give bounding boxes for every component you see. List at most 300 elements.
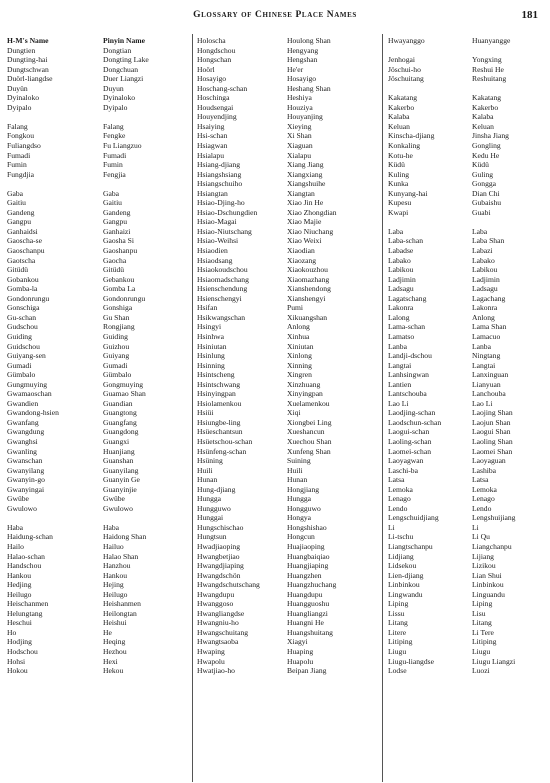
glossary-entry [7,256,189,266]
pinyin-name: Lao Li [472,398,493,408]
hm-name: Hwangbetjiao [197,551,240,561]
hm-name: Lanba [388,341,407,351]
glossary-entry [388,303,548,313]
glossary-entry [197,246,378,256]
pinyin-name: Guangfang [103,417,137,427]
pinyin-name: Hanzhou [103,561,131,571]
hm-name: Handschou [7,561,42,571]
glossary-entry [388,170,548,180]
pinyin-name: Linguandu [472,589,505,599]
glossary-column-3 [388,36,548,780]
hm-name: Litang [388,618,408,628]
pinyin-name: Dyinaloko [103,93,136,103]
pinyin-name: Gaocha [103,255,127,265]
pinyin-name: Gaba [103,188,120,198]
hm-name: Jenhogai [388,55,415,65]
hm-name: Houyendjing [197,112,237,122]
glossary-entry [7,198,189,208]
glossary-entry [388,131,548,141]
pinyin-name: Huangzhen [287,570,322,580]
hm-name: Lama-schan [388,322,426,332]
hm-name: Kotu-he [388,150,413,160]
hm-name: Gu-schan [7,312,37,322]
glossary-entry [388,284,548,294]
glossary-entry [388,494,548,504]
glossary-entry [388,542,548,552]
glossary-entry [197,131,378,141]
pinyin-name: Xieying [287,121,312,131]
glossary-entry [7,342,189,352]
hm-name: Hsiolamenkou [197,398,242,408]
pinyin-name: Hailuo [103,541,124,551]
glossary-entry [388,427,548,437]
hm-name: Liugu [388,647,407,656]
hm-name: Gudschou [7,322,38,332]
pinyin-name: Huangguoshu [287,599,330,609]
hm-name: Hwangdschutschang [197,580,260,590]
hm-name: Gwangdung [7,427,45,437]
pinyin-name: Xiangxiang [287,169,323,179]
pinyin-name: Latsa [472,475,489,485]
pinyin-name: Xunfeng Shan [287,446,331,456]
pinyin-name: Yongxing [472,55,502,65]
pinyin-name: Huangdupu [287,589,323,599]
glossary-entry [7,580,189,590]
hm-name: Hwatjiao-ho [197,666,235,676]
hm-name: Fungdjia [7,169,35,179]
glossary-entry [388,122,548,132]
hm-name: Laodjing-schan [388,408,436,418]
hm-name: Laba [388,226,404,236]
glossary-entry [7,151,189,161]
hm-name: Holoscha [197,36,226,45]
glossary-entry [7,475,189,485]
hm-name: Hsiungbe-ling [197,417,241,427]
glossary-entry [197,265,378,275]
hm-name: Gaoschanpu [7,246,45,256]
glossary-entry [388,609,548,619]
glossary-entry [197,122,378,132]
pinyin-name: Hosayigo [287,74,317,84]
hm-name: Helungtang [7,608,43,618]
glossary-entry [197,303,378,313]
hm-name: Hongschan [197,55,232,65]
glossary-entry [197,571,378,581]
hm-name: Latsa [388,475,405,485]
pinyin-name: Anlong [287,322,310,332]
glossary-entry [388,571,548,581]
hm-name: Hsienschengyi [197,293,242,303]
pinyin-name: Guizhou [103,341,130,351]
hm-name: Gwübe [7,494,29,504]
glossary-entry [7,532,189,542]
hm-name: Laodschun-schan [388,417,442,427]
glossary-entry [388,103,548,113]
pinyin-name: Laojing Shan [472,408,513,418]
pinyin-name: Gonshiga [103,303,133,313]
pinyin-name: Xinhua [287,331,310,341]
pinyin-name: Heqing [103,637,126,647]
pinyin-name: Dongting Lake [103,55,149,65]
glossary-entry [7,618,189,628]
pinyin-name: Gomba La [103,284,136,294]
hm-name: Laomei-schan [388,446,432,456]
pinyin-name: Xiagyi [287,637,308,647]
glossary-entry [7,160,189,170]
hm-name: Hsiao-Dschungdien [197,207,258,217]
glossary-entry [197,399,378,409]
hm-name: Laoyagwan [388,456,424,466]
glossary-entry [7,609,189,619]
hm-name: Fuliangdso [7,141,41,151]
hm-name: Hoschang-schan [197,83,248,93]
pinyin-name: Duer Liangzi [103,74,144,84]
hm-name: Lingwandu [388,589,423,599]
glossary-entry [388,657,548,667]
glossary-entry [197,609,378,619]
glossary-entry [388,265,548,275]
pinyin-name: Gu Shan [103,312,130,322]
pinyin-name: Labazi [472,246,493,256]
glossary-entry [197,485,378,495]
glossary-entry [388,112,548,122]
pinyin-name: Huangbaiqiao [287,551,330,561]
glossary-entry [7,628,189,638]
hm-name: Kinscha-djiang [388,131,435,141]
pinyin-name: Lendo [472,503,492,513]
column-divider [382,34,383,782]
hm-name: Gwanfang [7,417,39,427]
hm-name: Hwangschuitang [197,627,249,637]
pinyin-name: Lengshuijiang [472,513,516,523]
hm-name: Hwangdjiaping [197,561,244,571]
pinyin-name: Küdü [472,160,489,170]
hm-name: Hsinning [197,360,225,370]
pinyin-name: Xiao Zhongdian [287,207,337,217]
glossary-entry [388,36,548,46]
hm-name: Lemoka [388,484,413,494]
pinyin-name: Suining [287,456,311,466]
glossary-entry [7,485,189,495]
glossary-entry [7,103,189,113]
hm-name: Kakerbo [388,102,415,112]
hm-name: Hsiaokoudschou [197,265,248,275]
glossary-entry [388,580,548,590]
hm-name-header: H-M's Name [7,36,49,45]
glossary-entry [388,322,548,332]
glossary-entry [388,256,548,266]
glossary-entry [197,74,378,84]
glossary-entry [7,227,189,237]
hm-name: Hsiao-Weihsi [197,236,239,246]
glossary-entry [7,437,189,447]
hm-name: Hokou [7,666,28,676]
glossary-entry [7,46,189,56]
glossary-entry [7,399,189,409]
hm-name: Hsiao-Magai [197,217,237,227]
glossary-entry [197,65,378,75]
pinyin-name: Xiqi [287,408,301,418]
pinyin-name: Guamao Shan [103,389,146,399]
glossary-entry [197,313,378,323]
glossary-entry [388,332,548,342]
pinyin-name: Lama Shan [472,322,507,332]
hm-name: Heischanmen [7,599,49,609]
pinyin-name: Hengyang [287,45,319,55]
glossary-entry [197,342,378,352]
glossary-entry [197,447,378,457]
pinyin-name: Houyanjing [287,112,323,122]
pinyin-name: Xingren [287,370,312,380]
glossary-entry [7,84,189,94]
hm-name: Liugu-liangdse [388,656,434,666]
group-gap [7,112,189,122]
pinyin-name: Xinlong [287,351,312,361]
glossary-entry [197,322,378,332]
glossary-entry [7,265,189,275]
glossary-entry [388,361,548,371]
hm-name: Lidsekou [388,561,417,571]
glossary-entry [197,437,378,447]
hm-name: Halao-schan [7,551,45,561]
glossary-entry [197,418,378,428]
hm-name: Gitüdü [7,265,29,275]
pinyin-name: Fengke [103,131,126,141]
hm-name: Gwanling [7,446,37,456]
hm-name: Ladjimin [388,274,416,284]
glossary-entry [197,552,378,562]
glossary-entry [388,513,548,523]
hm-name: Küdü [388,160,405,170]
pinyin-name: Reshuitang [472,74,507,84]
glossary-entry [7,456,189,466]
pinyin-name: Xinzhuang [287,379,321,389]
hm-name: Hsiaodien [197,246,228,256]
pinyin-name: Huaping [287,647,314,656]
glossary-entry [388,523,548,533]
glossary-entry [388,351,548,361]
hm-name: Hwaping [197,647,225,656]
glossary-entry [197,160,378,170]
glossary-entry [388,599,548,609]
glossary-entry [197,294,378,304]
hm-name: Lakonra [388,303,414,313]
pinyin-name: Xiao Niuchang [287,226,334,236]
hm-name: Hoörl [197,64,215,74]
hm-name: Kuling [388,169,410,179]
hm-name: Lantien [388,379,412,389]
glossary-entry [7,466,189,476]
pinyin-name: Hengshan [287,55,318,65]
hm-name: Gaba [7,188,24,198]
hm-name: Litiping [388,637,413,647]
glossary-entry [7,494,189,504]
pinyin-name: Hejing [103,580,124,590]
glossary-entry [197,46,378,56]
glossary-entry [7,93,189,103]
glossary-entry [197,475,378,485]
hm-name: Hsi-schan [197,131,228,141]
pinyin-name: Xialapu [287,150,312,160]
glossary-entry [7,590,189,600]
hm-name: Fumadi [7,150,31,160]
pinyin-name: Pumi [287,303,304,313]
hm-name: Hsiaomadschang [197,274,249,284]
pinyin-name: Xiao Jin He [287,198,324,208]
hm-name: Hsinyingpan [197,389,236,399]
glossary-entry [7,447,189,457]
hm-name: Lissu [388,608,405,618]
hm-name: Jöschuitang [388,74,424,84]
glossary-entry [7,246,189,256]
pinyin-name: Heishanmen [103,599,141,609]
pinyin-name: Rongjiang [103,322,135,332]
hm-name: Landji-dschou [388,351,432,361]
glossary-entry [7,74,189,84]
glossary-entry [197,618,378,628]
pinyin-name: Dyipalo [103,102,128,112]
glossary-entry [7,657,189,667]
hm-name: Gümbalo [7,370,36,380]
hm-name: Hsaiying [197,121,225,131]
glossary-entry [7,427,189,437]
pinyin-name: Huili [287,465,303,475]
pinyin-name: Laoyaguan [472,456,506,466]
hm-name: Gondonrungu [7,293,50,303]
hm-name: Gwulowo [7,503,37,513]
pinyin-name: He'er [287,64,304,74]
glossary-entry [7,666,189,676]
hm-name: Laoling-schan [388,436,432,446]
glossary-entry [388,618,548,628]
hm-name: Gwamaoschan [7,389,52,399]
glossary-entry [197,523,378,533]
pinyin-name: Xikuangshan [287,312,328,322]
glossary-entry [388,628,548,638]
hm-name: Linbinkou [388,580,420,590]
glossary-entry [197,513,378,523]
pinyin-name: Guangxi [103,436,130,446]
glossary-entry [388,504,548,514]
glossary-entry [7,303,189,313]
hm-name: Hsifan [197,303,218,313]
column-header-row [7,36,189,46]
hm-name: Lidjiang [388,551,414,561]
hm-name: Kupesu [388,198,412,208]
pinyin-name: Linbinkou [472,580,504,590]
glossary-entry [388,552,548,562]
glossary-entry [7,408,189,418]
pinyin-name: Ningtang [472,351,501,361]
pinyin-name: Lianyuan [472,379,501,389]
hm-name: Laba-schan [388,236,423,246]
pinyin-name: Beipan Jiang [287,666,327,676]
hm-name: Gwanyin-go [7,475,45,485]
hm-name: Hosayigo [197,74,227,84]
glossary-entry [197,284,378,294]
pinyin-name: Halao Shan [103,551,139,561]
page-header [0,10,550,24]
pinyin-name: Guling [472,169,494,179]
pinyin-name: Xiongbei Ling [287,417,332,427]
hm-name: Dungtien [7,45,36,55]
glossary-entry [388,141,548,151]
glossary-entry [197,170,378,180]
hm-name: Kunyang-hai [388,188,428,198]
hm-name: Dyinaloko [7,93,40,103]
pinyin-name: Laogui Shan [472,427,511,437]
pinyin-name: Hongya [287,513,312,523]
glossary-entry [197,208,378,218]
pinyin-name: Duyun [103,83,124,93]
pinyin-name: Guanyin Ge [103,475,140,485]
hm-name: Hsiniutan [197,341,227,351]
pinyin-name: Liugu Liangzi [472,656,516,666]
glossary-entry [7,389,189,399]
pinyin-name: Kakerbo [472,102,499,112]
hm-name: Hsiao-Djing-ho [197,198,245,208]
glossary-entry [197,504,378,514]
hm-name: Lendo [388,503,408,513]
glossary-entry [388,380,548,390]
pinyin-name: Xiangtan [287,188,315,198]
pinyin-name: Lisu [472,608,486,618]
pinyin-name: Anlong [472,312,495,322]
glossary-entry [7,542,189,552]
pinyin-name: Kedu He [472,150,500,160]
glossary-entry [7,122,189,132]
pinyin-name: Fu Liangzuo [103,141,142,151]
hm-name: Gaoscha-se [7,236,42,246]
hm-name: Gwandong-hsien [7,408,59,418]
hm-name: Gandeng [7,207,35,217]
hm-name: Liping [388,599,409,609]
hm-name: Hsialapu [197,150,224,160]
glossary-entry [7,361,189,371]
pinyin-name: Dongchuan [103,64,139,74]
hm-name: Hsünfeng-schan [197,446,247,456]
glossary-entry [7,380,189,390]
glossary-entry [197,36,378,46]
glossary-entry [388,408,548,418]
pinyin-name: Gebankou [103,274,135,284]
glossary-entry [388,637,548,647]
pinyin-name: Huapolu [287,656,314,666]
pinyin-name: Hongshishao [287,522,327,532]
pinyin-name: Heshiya [287,93,312,103]
hm-name: Duyün [7,83,28,93]
hm-name: Hunggai [197,513,224,523]
pinyin-name: Gongga [472,179,497,189]
hm-name: Hwangniu-ho [197,618,239,628]
hm-name: Litere [388,627,407,637]
hm-name: Hsiao-Niutschang [197,226,252,236]
glossary-entry [388,179,548,189]
pinyin-name: Lanchouba [472,389,506,399]
glossary-entry [7,65,189,75]
hm-name: Hedjing [7,580,32,590]
pinyin-name: Guiyang [103,351,130,361]
hm-name: Huili [197,465,213,475]
hm-name: Gomba-la [7,284,38,294]
glossary-entry [197,93,378,103]
hm-name: Li [388,522,395,532]
hm-name: Langtai [388,360,412,370]
pinyin-name: Reshui He [472,64,504,74]
hm-name: Dyipalo [7,102,32,112]
glossary-entry [197,590,378,600]
pinyin-name: Hunan [287,475,308,485]
